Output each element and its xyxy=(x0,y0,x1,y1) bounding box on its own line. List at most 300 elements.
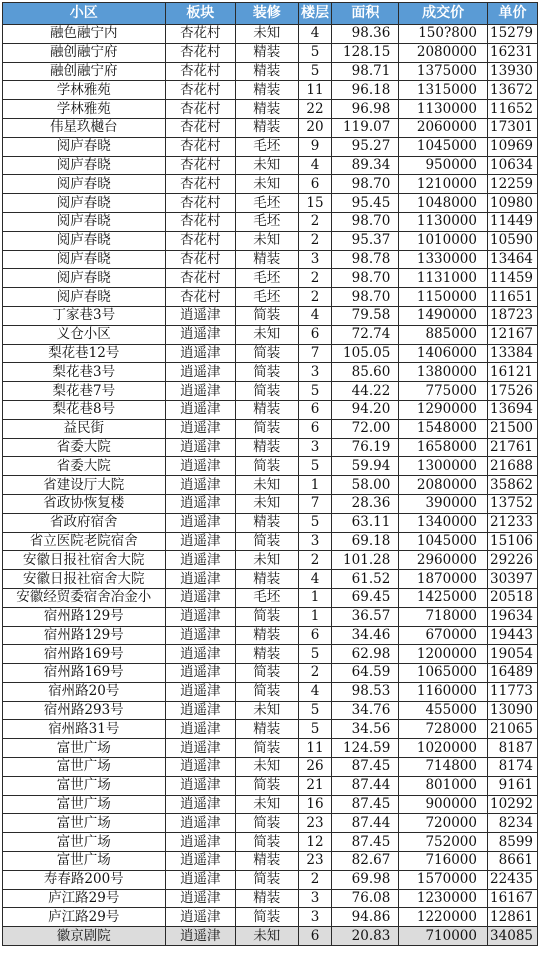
cell-deal-price: 1131000 xyxy=(399,269,488,288)
table-row xyxy=(3,363,538,382)
cell-deal-price: 716000 xyxy=(399,852,488,871)
cell-district: 逍遥津 xyxy=(165,513,236,532)
cell-area: 124.59 xyxy=(332,739,399,758)
cell-floor: 5 xyxy=(298,701,332,720)
cell-community: 阅庐春晓 xyxy=(3,156,166,175)
cell-unit-price: 16489 xyxy=(487,664,537,683)
cell-unit-price: 8234 xyxy=(487,814,537,833)
table-row xyxy=(3,137,538,156)
cell-floor: 12 xyxy=(298,833,332,852)
cell-floor: 5 xyxy=(298,513,332,532)
cell-district: 杏花村 xyxy=(165,25,236,44)
cell-district: 逍遥津 xyxy=(165,682,236,701)
cell-deal-price: 1375000 xyxy=(399,62,488,81)
table-row xyxy=(3,43,538,62)
table-row xyxy=(3,720,538,739)
table-row xyxy=(3,400,538,419)
cell-decoration: 未知 xyxy=(236,156,298,175)
cell-unit-price: 20518 xyxy=(487,588,537,607)
cell-floor: 6 xyxy=(298,626,332,645)
cell-unit-price: 16231 xyxy=(487,43,537,62)
cell-district: 逍遥津 xyxy=(165,701,236,720)
cell-area: 64.59 xyxy=(332,664,399,683)
cell-district: 逍遥津 xyxy=(165,457,236,476)
cell-deal-price: 885000 xyxy=(399,325,488,344)
table-row xyxy=(3,645,538,664)
cell-decoration: 简装 xyxy=(236,682,298,701)
cell-district: 杏花村 xyxy=(165,212,236,231)
cell-floor: 11 xyxy=(298,81,332,100)
cell-floor: 4 xyxy=(298,306,332,325)
cell-deal-price: 390000 xyxy=(399,494,488,513)
table-row xyxy=(3,682,538,701)
cell-community: 安徽经贸委宿舍冶金小 xyxy=(3,588,166,607)
cell-unit-price: 22435 xyxy=(487,870,537,889)
cell-district: 逍遥津 xyxy=(165,382,236,401)
cell-decoration: 简装 xyxy=(236,664,298,683)
cell-district: 逍遥津 xyxy=(165,908,236,927)
header-community: 小区 xyxy=(3,3,166,25)
cell-deal-price: 150?800 xyxy=(399,25,488,44)
cell-community: 梨花巷3号 xyxy=(3,363,166,382)
cell-unit-price: 15279 xyxy=(487,25,537,44)
cell-decoration: 精装 xyxy=(236,81,298,100)
cell-unit-price: 8661 xyxy=(487,852,537,871)
cell-deal-price: 1045000 xyxy=(399,532,488,551)
cell-unit-price: 17301 xyxy=(487,118,537,137)
cell-unit-price: 10590 xyxy=(487,231,537,250)
cell-community: 阅庐春晓 xyxy=(3,137,166,156)
cell-area: 62.98 xyxy=(332,645,399,664)
cell-unit-price: 21233 xyxy=(487,513,537,532)
cell-unit-price: 10292 xyxy=(487,795,537,814)
cell-community: 融创融宁府 xyxy=(3,62,166,81)
cell-unit-price: 11773 xyxy=(487,682,537,701)
table-row xyxy=(3,231,538,250)
cell-deal-price: 728000 xyxy=(399,720,488,739)
cell-decoration: 精装 xyxy=(236,43,298,62)
cell-floor: 6 xyxy=(298,927,332,946)
table-row xyxy=(3,118,538,137)
cell-floor: 2 xyxy=(298,870,332,889)
table-row xyxy=(3,513,538,532)
cell-community: 省政府宿舍 xyxy=(3,513,166,532)
cell-area: 82.67 xyxy=(332,852,399,871)
cell-deal-price: 1160000 xyxy=(399,682,488,701)
header-deal-price: 成交价 xyxy=(399,3,488,25)
table-row xyxy=(3,344,538,363)
cell-decoration: 简装 xyxy=(236,382,298,401)
cell-decoration: 未知 xyxy=(236,927,298,946)
cell-unit-price: 21761 xyxy=(487,438,537,457)
cell-community: 省建设厅大院 xyxy=(3,476,166,495)
cell-unit-price: 12167 xyxy=(487,325,537,344)
cell-deal-price: 801000 xyxy=(399,776,488,795)
cell-unit-price: 8174 xyxy=(487,758,537,777)
cell-decoration: 简装 xyxy=(236,457,298,476)
cell-district: 逍遥津 xyxy=(165,363,236,382)
cell-deal-price: 1548000 xyxy=(399,419,488,438)
cell-decoration: 精装 xyxy=(236,513,298,532)
cell-floor: 16 xyxy=(298,795,332,814)
cell-deal-price: 1870000 xyxy=(399,570,488,589)
cell-unit-price: 21065 xyxy=(487,720,537,739)
cell-floor: 2 xyxy=(298,212,332,231)
cell-district: 杏花村 xyxy=(165,81,236,100)
cell-decoration: 未知 xyxy=(236,758,298,777)
cell-area: 98.70 xyxy=(332,212,399,231)
cell-area: 95.45 xyxy=(332,194,399,213)
cell-district: 逍遥津 xyxy=(165,795,236,814)
table-row xyxy=(3,758,538,777)
cell-unit-price: 19443 xyxy=(487,626,537,645)
cell-deal-price: 1658000 xyxy=(399,438,488,457)
cell-area: 20.83 xyxy=(332,927,399,946)
cell-unit-price: 35862 xyxy=(487,476,537,495)
cell-deal-price: 1130000 xyxy=(399,212,488,231)
cell-floor: 7 xyxy=(298,344,332,363)
cell-deal-price: 1380000 xyxy=(399,363,488,382)
cell-district: 逍遥津 xyxy=(165,344,236,363)
cell-decoration: 毛坯 xyxy=(236,269,298,288)
cell-deal-price: 1048000 xyxy=(399,194,488,213)
cell-decoration: 简装 xyxy=(236,419,298,438)
cell-community: 阅庐春晓 xyxy=(3,175,166,194)
cell-deal-price: 1340000 xyxy=(399,513,488,532)
cell-decoration: 精装 xyxy=(236,118,298,137)
cell-community: 安徽日报社宿舍大院 xyxy=(3,570,166,589)
cell-district: 逍遥津 xyxy=(165,476,236,495)
cell-unit-price: 16121 xyxy=(487,363,537,382)
cell-unit-price: 18723 xyxy=(487,306,537,325)
cell-deal-price: 1330000 xyxy=(399,250,488,269)
cell-community: 伟星玖樾台 xyxy=(3,118,166,137)
cell-deal-price: 1425000 xyxy=(399,588,488,607)
cell-deal-price: 1220000 xyxy=(399,908,488,927)
cell-district: 杏花村 xyxy=(165,137,236,156)
cell-floor: 7 xyxy=(298,494,332,513)
cell-floor: 23 xyxy=(298,852,332,871)
cell-deal-price: 2960000 xyxy=(399,551,488,570)
cell-floor: 2 xyxy=(298,269,332,288)
cell-community: 富世广场 xyxy=(3,833,166,852)
cell-decoration: 简装 xyxy=(236,739,298,758)
cell-community: 梨花巷12号 xyxy=(3,344,166,363)
cell-decoration: 简装 xyxy=(236,607,298,626)
cell-area: 105.05 xyxy=(332,344,399,363)
table-row xyxy=(3,382,538,401)
header-district: 板块 xyxy=(165,3,236,25)
cell-district: 逍遥津 xyxy=(165,588,236,607)
cell-unit-price: 12259 xyxy=(487,175,537,194)
cell-decoration: 精装 xyxy=(236,889,298,908)
cell-community: 阅庐春晓 xyxy=(3,269,166,288)
cell-decoration: 未知 xyxy=(236,795,298,814)
cell-district: 逍遥津 xyxy=(165,664,236,683)
cell-deal-price: 720000 xyxy=(399,814,488,833)
cell-deal-price: 752000 xyxy=(399,833,488,852)
cell-area: 87.44 xyxy=(332,776,399,795)
cell-unit-price: 13752 xyxy=(487,494,537,513)
cell-unit-price: 17526 xyxy=(487,382,537,401)
cell-decoration: 简装 xyxy=(236,833,298,852)
cell-area: 69.45 xyxy=(332,588,399,607)
table-row xyxy=(3,664,538,683)
cell-decoration: 精装 xyxy=(236,438,298,457)
table-row xyxy=(3,250,538,269)
cell-area: 95.27 xyxy=(332,137,399,156)
cell-district: 逍遥津 xyxy=(165,532,236,551)
cell-unit-price: 34085 xyxy=(487,927,537,946)
table-row xyxy=(3,776,538,795)
cell-decoration: 毛坯 xyxy=(236,212,298,231)
cell-area: 98.70 xyxy=(332,269,399,288)
cell-district: 逍遥津 xyxy=(165,720,236,739)
table-row xyxy=(3,814,538,833)
cell-area: 94.86 xyxy=(332,908,399,927)
cell-floor: 11 xyxy=(298,739,332,758)
cell-floor: 6 xyxy=(298,400,332,419)
cell-district: 逍遥津 xyxy=(165,419,236,438)
cell-district: 逍遥津 xyxy=(165,494,236,513)
cell-decoration: 精装 xyxy=(236,400,298,419)
cell-area: 44.22 xyxy=(332,382,399,401)
cell-floor: 2 xyxy=(298,664,332,683)
table-row xyxy=(3,570,538,589)
table-row xyxy=(3,532,538,551)
cell-community: 阅庐春晓 xyxy=(3,194,166,213)
table-row xyxy=(3,494,538,513)
cell-decoration: 毛坯 xyxy=(236,137,298,156)
table-row xyxy=(3,269,538,288)
cell-area: 94.20 xyxy=(332,400,399,419)
cell-district: 逍遥津 xyxy=(165,400,236,419)
cell-floor: 5 xyxy=(298,645,332,664)
cell-unit-price: 13090 xyxy=(487,701,537,720)
cell-community: 宿州路129号 xyxy=(3,607,166,626)
cell-deal-price: 1010000 xyxy=(399,231,488,250)
table-row xyxy=(3,739,538,758)
cell-floor: 5 xyxy=(298,62,332,81)
cell-floor: 3 xyxy=(298,363,332,382)
cell-district: 逍遥津 xyxy=(165,551,236,570)
cell-area: 28.36 xyxy=(332,494,399,513)
cell-area: 87.45 xyxy=(332,795,399,814)
cell-unit-price: 10980 xyxy=(487,194,537,213)
cell-community: 阅庐春晓 xyxy=(3,288,166,307)
cell-floor: 3 xyxy=(298,532,332,551)
cell-district: 逍遥津 xyxy=(165,833,236,852)
cell-floor: 3 xyxy=(298,889,332,908)
cell-community: 寿春路200号 xyxy=(3,870,166,889)
cell-unit-price: 11651 xyxy=(487,288,537,307)
cell-area: 98.53 xyxy=(332,682,399,701)
cell-unit-price: 13672 xyxy=(487,81,537,100)
cell-area: 69.98 xyxy=(332,870,399,889)
cell-deal-price: 1020000 xyxy=(399,739,488,758)
cell-area: 98.70 xyxy=(332,175,399,194)
cell-decoration: 精装 xyxy=(236,570,298,589)
cell-decoration: 毛坯 xyxy=(236,288,298,307)
cell-deal-price: 1406000 xyxy=(399,344,488,363)
cell-deal-price: 1315000 xyxy=(399,81,488,100)
cell-area: 96.18 xyxy=(332,81,399,100)
cell-unit-price: 13464 xyxy=(487,250,537,269)
cell-community: 富世广场 xyxy=(3,776,166,795)
cell-area: 87.45 xyxy=(332,833,399,852)
cell-area: 89.34 xyxy=(332,156,399,175)
cell-district: 杏花村 xyxy=(165,175,236,194)
cell-unit-price: 11459 xyxy=(487,269,537,288)
cell-area: 98.78 xyxy=(332,250,399,269)
cell-deal-price: 1045000 xyxy=(399,137,488,156)
cell-area: 87.44 xyxy=(332,814,399,833)
cell-decoration: 精装 xyxy=(236,100,298,119)
cell-floor: 1 xyxy=(298,476,332,495)
cell-area: 58.00 xyxy=(332,476,399,495)
table-row xyxy=(3,551,538,570)
cell-decoration: 未知 xyxy=(236,175,298,194)
cell-unit-price: 11652 xyxy=(487,100,537,119)
cell-district: 逍遥津 xyxy=(165,758,236,777)
cell-decoration: 简装 xyxy=(236,363,298,382)
cell-area: 76.19 xyxy=(332,438,399,457)
header-floor: 楼层 xyxy=(298,3,332,25)
cell-district: 逍遥津 xyxy=(165,776,236,795)
cell-floor: 26 xyxy=(298,758,332,777)
table-body xyxy=(3,25,538,946)
cell-area: 34.76 xyxy=(332,701,399,720)
cell-deal-price: 1150000 xyxy=(399,288,488,307)
table-row xyxy=(3,212,538,231)
cell-decoration: 精装 xyxy=(236,62,298,81)
header-decoration: 装修 xyxy=(236,3,298,25)
cell-community: 富世广场 xyxy=(3,852,166,871)
cell-decoration: 精装 xyxy=(236,250,298,269)
cell-community: 宿州路31号 xyxy=(3,720,166,739)
cell-floor: 4 xyxy=(298,25,332,44)
cell-floor: 9 xyxy=(298,137,332,156)
cell-area: 96.98 xyxy=(332,100,399,119)
cell-deal-price: 1230000 xyxy=(399,889,488,908)
cell-deal-price: 900000 xyxy=(399,795,488,814)
cell-floor: 3 xyxy=(298,250,332,269)
cell-unit-price: 21688 xyxy=(487,457,537,476)
cell-decoration: 未知 xyxy=(236,476,298,495)
cell-area: 98.70 xyxy=(332,288,399,307)
cell-area: 79.58 xyxy=(332,306,399,325)
cell-unit-price: 13694 xyxy=(487,400,537,419)
cell-district: 杏花村 xyxy=(165,118,236,137)
cell-community: 宿州路169号 xyxy=(3,645,166,664)
cell-deal-price: 1130000 xyxy=(399,100,488,119)
cell-floor: 2 xyxy=(298,551,332,570)
cell-district: 杏花村 xyxy=(165,288,236,307)
cell-decoration: 毛坯 xyxy=(236,194,298,213)
cell-community: 省立医院老院宿舍 xyxy=(3,532,166,551)
cell-district: 杏花村 xyxy=(165,250,236,269)
cell-deal-price: 775000 xyxy=(399,382,488,401)
cell-decoration: 未知 xyxy=(236,551,298,570)
cell-area: 63.11 xyxy=(332,513,399,532)
cell-floor: 3 xyxy=(298,438,332,457)
cell-community: 宿州路293号 xyxy=(3,701,166,720)
cell-district: 逍遥津 xyxy=(165,570,236,589)
cell-decoration: 精装 xyxy=(236,626,298,645)
cell-community: 益民街 xyxy=(3,419,166,438)
cell-decoration: 简装 xyxy=(236,776,298,795)
table-row xyxy=(3,81,538,100)
cell-community: 融色融宁内 xyxy=(3,25,166,44)
cell-district: 杏花村 xyxy=(165,194,236,213)
cell-area: 87.45 xyxy=(332,758,399,777)
cell-deal-price: 1065000 xyxy=(399,664,488,683)
cell-unit-price: 13930 xyxy=(487,62,537,81)
cell-district: 逍遥津 xyxy=(165,607,236,626)
cell-community: 梨花巷8号 xyxy=(3,400,166,419)
cell-decoration: 未知 xyxy=(236,325,298,344)
cell-area: 34.56 xyxy=(332,720,399,739)
cell-area: 98.36 xyxy=(332,25,399,44)
cell-community: 阅庐春晓 xyxy=(3,250,166,269)
cell-deal-price: 1300000 xyxy=(399,457,488,476)
cell-floor: 4 xyxy=(298,682,332,701)
cell-unit-price: 12861 xyxy=(487,908,537,927)
cell-community: 富世广场 xyxy=(3,814,166,833)
cell-area: 95.37 xyxy=(332,231,399,250)
cell-district: 逍遥津 xyxy=(165,325,236,344)
cell-decoration: 简装 xyxy=(236,814,298,833)
cell-unit-price: 10969 xyxy=(487,137,537,156)
cell-area: 59.94 xyxy=(332,457,399,476)
table-row xyxy=(3,833,538,852)
cell-area: 72.74 xyxy=(332,325,399,344)
cell-area: 128.15 xyxy=(332,43,399,62)
cell-floor: 22 xyxy=(298,100,332,119)
cell-area: 34.46 xyxy=(332,626,399,645)
cell-floor: 4 xyxy=(298,570,332,589)
cell-deal-price: 1490000 xyxy=(399,306,488,325)
cell-decoration: 精装 xyxy=(236,645,298,664)
cell-area: 36.57 xyxy=(332,607,399,626)
cell-floor: 1 xyxy=(298,607,332,626)
cell-decoration: 未知 xyxy=(236,231,298,250)
cell-unit-price: 15106 xyxy=(487,532,537,551)
cell-unit-price: 9161 xyxy=(487,776,537,795)
cell-community: 富世广场 xyxy=(3,739,166,758)
cell-decoration: 简装 xyxy=(236,532,298,551)
transaction-table xyxy=(2,2,538,946)
cell-unit-price: 21500 xyxy=(487,419,537,438)
cell-district: 杏花村 xyxy=(165,62,236,81)
table-row xyxy=(3,194,538,213)
cell-district: 逍遥津 xyxy=(165,739,236,758)
table-row xyxy=(3,156,538,175)
header-unit-price: 单价 xyxy=(487,3,537,25)
cell-community: 富世广场 xyxy=(3,758,166,777)
cell-area: 76.08 xyxy=(332,889,399,908)
cell-decoration: 毛坯 xyxy=(236,588,298,607)
cell-deal-price: 1290000 xyxy=(399,400,488,419)
table-row xyxy=(3,927,538,946)
cell-decoration: 简装 xyxy=(236,306,298,325)
cell-deal-price: 2080000 xyxy=(399,43,488,62)
table-row xyxy=(3,288,538,307)
cell-district: 逍遥津 xyxy=(165,814,236,833)
table-row xyxy=(3,25,538,44)
cell-district: 逍遥津 xyxy=(165,870,236,889)
cell-community: 富世广场 xyxy=(3,795,166,814)
